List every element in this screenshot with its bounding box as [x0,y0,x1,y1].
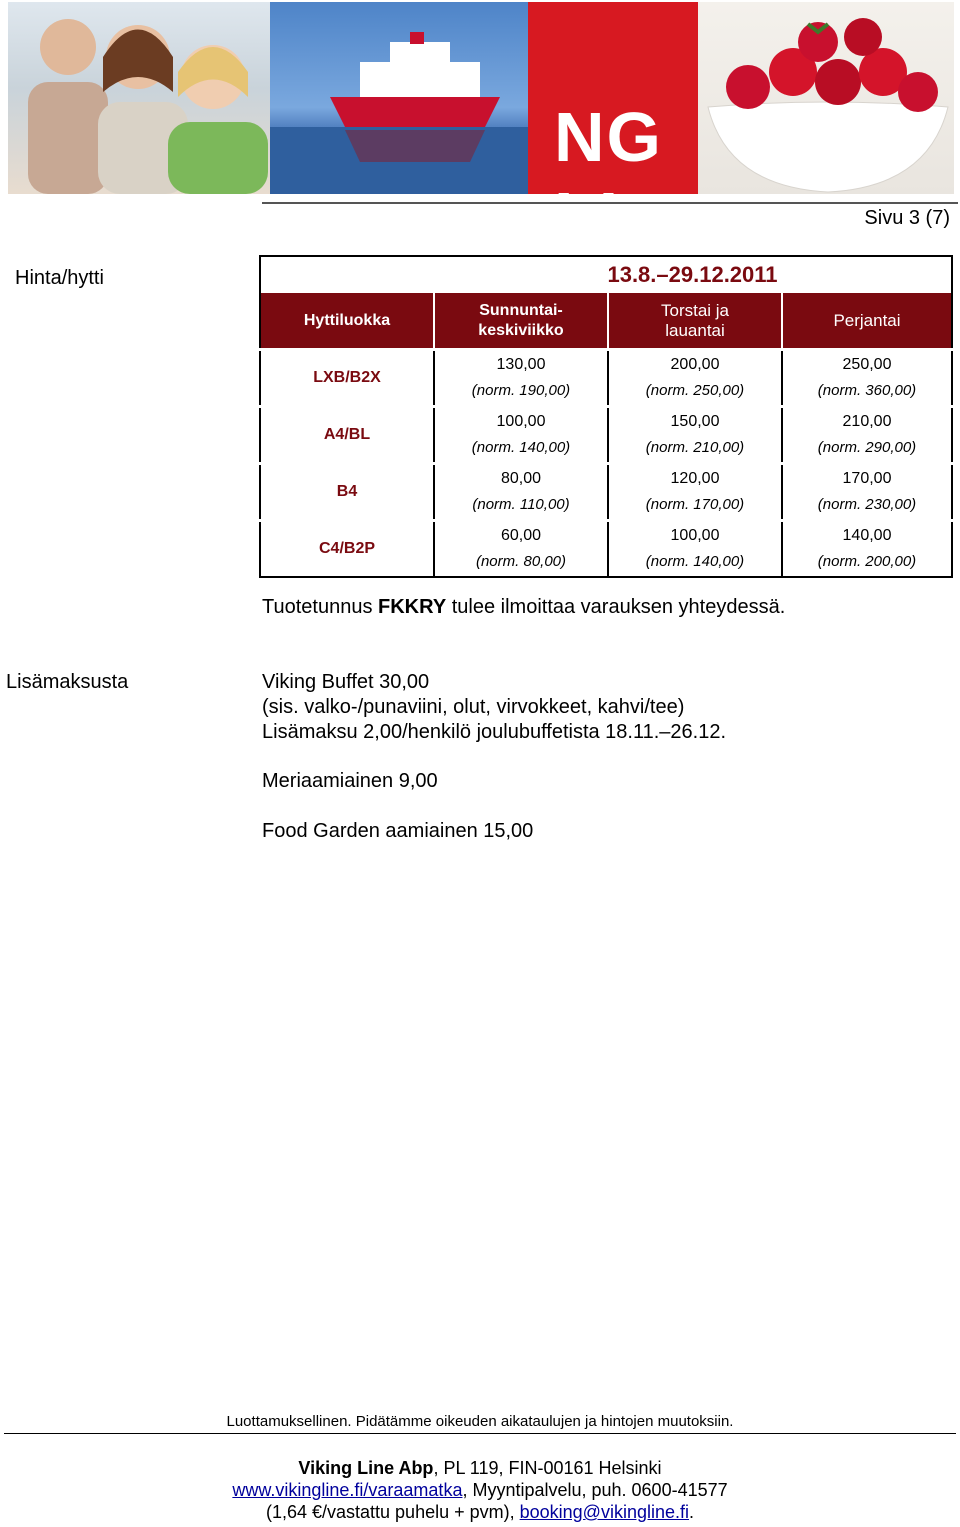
normal-price: (norm. 360,00) [817,382,917,399]
normal-price: (norm. 170,00) [645,496,745,513]
price-cell [434,350,608,407]
price: 150,00 [670,413,720,430]
extra-line: Food Garden aamiainen 15,00 [262,820,534,842]
ship-illustration [270,2,528,194]
pricing-note: (1,64 €/vastattu puhelu + pvm), [265,1502,520,1522]
table-row [260,350,952,407]
normal-price: (norm. 290,00) [817,439,917,456]
period-spacer [260,256,434,293]
email-suffix: . [689,1502,695,1522]
extra-line: Viking Buffet 30,00 [262,671,430,693]
page-number: Sivu 3 (7) [864,207,950,229]
company-address: , PL 119, FIN-00161 Helsinki [433,1458,662,1478]
price-cell [608,464,782,521]
price-cell [782,521,952,578]
normal-price: (norm. 200,00) [817,553,917,570]
footer-contact-line [0,1480,960,1501]
footer-company-line [0,1458,960,1479]
product-code-note [262,596,785,619]
extra-line: Meriaamiainen 9,00 [262,770,438,792]
price-cell [608,521,782,578]
price-table [259,255,953,578]
email-link[interactable]: booking@vikingline.fi [519,1502,689,1522]
normal-price: (norm. 140,00) [471,439,571,456]
extra-line: (sis. valko-/punaviini, olut, virvokkeet, kahvi/tee) [262,696,685,718]
price-cell [434,407,608,464]
table-row [260,464,952,521]
normal-price: (norm. 250,00) [645,382,745,399]
price-cell [782,407,952,464]
price-cell [434,464,608,521]
people-photo [8,2,270,194]
price-cell [608,350,782,407]
price: 120,00 [670,470,720,487]
price-cell [434,521,608,578]
product-code-after: tulee ilmoittaa varauksen yhteydessä. [446,596,786,618]
header-divider [262,202,958,204]
website-link[interactable]: www.vikingline.fi/varaamatka [232,1480,463,1500]
col-header-thu-sat: Torstai ja lauantai [608,293,782,350]
price: 250,00 [842,356,892,373]
price: 140,00 [842,527,892,544]
period-row [260,256,952,293]
cabin-class: B4 [260,464,434,521]
normal-price: (norm. 230,00) [817,496,917,513]
price-cell [782,464,952,521]
price-cell [608,407,782,464]
footer-disclaimer: Luottamuksellinen. Pidätämme oikeuden aikataulujen ja hintojen muutoksiin. [226,1413,734,1430]
cabin-class: C4/B2P [260,521,434,578]
price: 60,00 [500,527,542,544]
price-cell [782,350,952,407]
cabin-class: LXB/B2X [260,350,434,407]
col-header-fri: Perjantai [782,293,952,350]
price: 200,00 [670,356,720,373]
price: 80,00 [500,470,542,487]
period-title: 13.8.–29.12.2011 [434,256,952,293]
strawberry-photo [698,2,954,194]
col-header-class: Hyttiluokka [260,293,434,350]
section-label-extras: Lisämaksusta [6,671,129,693]
cabin-class: A4/BL [260,407,434,464]
normal-price: (norm. 190,00) [471,382,571,399]
price: 130,00 [496,356,546,373]
strawberry-bowl-illustration [698,2,954,194]
table-row [260,521,952,578]
price: 100,00 [496,413,546,430]
footer-email-line [0,1502,960,1523]
ship-photo [270,2,528,194]
normal-price: (norm. 110,00) [472,496,570,513]
header-row [260,293,952,350]
company-name: Viking Line Abp [298,1458,434,1478]
viking-line-logo-panel [528,2,698,256]
product-code: FKKRY [378,596,447,618]
table-row [260,407,952,464]
price: 170,00 [842,470,892,487]
price: 100,00 [670,527,720,544]
price: 210,00 [842,413,892,430]
normal-price: (norm. 80,00) [475,553,567,570]
extra-line: Lisämaksu 2,00/henkilö joulubuffetista 18.11.–26.12. [262,721,727,743]
people-illustration [8,2,270,194]
section-label-price: Hinta/hytti [15,267,104,289]
normal-price: (norm. 210,00) [645,439,745,456]
col-header-sun-wed: Sunnuntai- keskiviikko [434,293,608,350]
normal-price: (norm. 140,00) [645,553,745,570]
product-code-before: Tuotetunnus [262,596,379,618]
footer-divider [4,1433,956,1434]
logo-text: NG LI [554,98,663,256]
phone-text: , Myyntipalvelu, puh. 0600-41577 [462,1480,728,1500]
